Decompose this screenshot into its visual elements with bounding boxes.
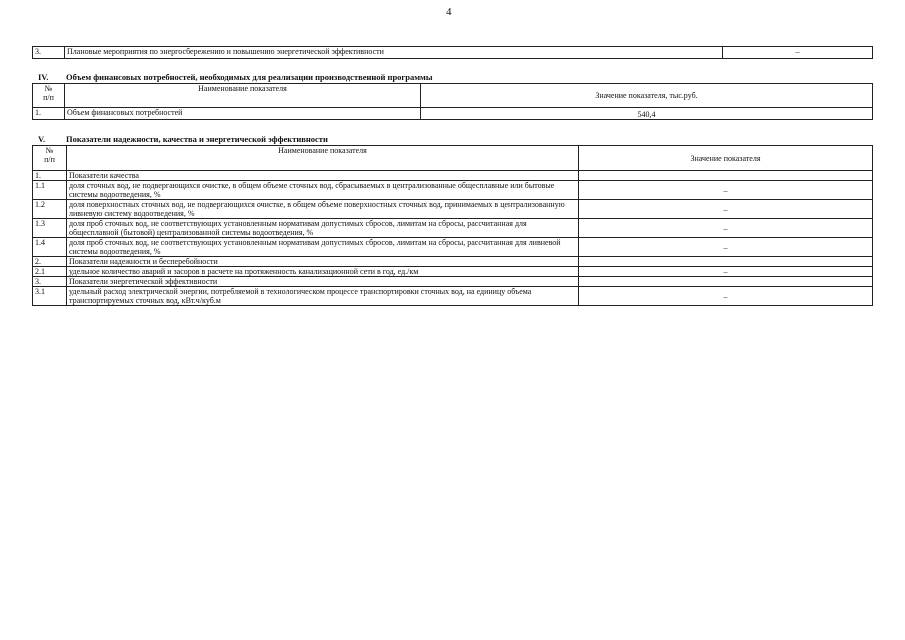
- header-num: № п/п: [33, 146, 67, 171]
- row-name: удельное количество аварий и засоров в расчете на протяженность канализационной сети в год, ед./км: [67, 267, 579, 277]
- row-name: Показатели качества: [67, 171, 579, 181]
- table-row: [33, 200, 873, 219]
- header-num: № п/п: [33, 84, 65, 108]
- section-4-heading: [38, 72, 558, 82]
- row-value: –: [579, 181, 873, 200]
- table-row: [33, 171, 873, 181]
- row-number: 3.: [33, 47, 65, 59]
- financial-needs-table: [32, 83, 873, 120]
- header-value: Значение показателя, тыс.руб.: [421, 84, 873, 108]
- table-header-row: [33, 146, 873, 171]
- table-row: [33, 181, 873, 200]
- row-value: –: [579, 287, 873, 306]
- table-row: [33, 219, 873, 238]
- row-number: 1.: [33, 171, 67, 181]
- row-value: [579, 257, 873, 267]
- row-number: 3.: [33, 277, 67, 287]
- row-value: –: [579, 219, 873, 238]
- row-number: 2.1: [33, 267, 67, 277]
- section-number: V.: [38, 134, 46, 144]
- row-number: 2.: [33, 257, 67, 267]
- table-row: [33, 257, 873, 267]
- row-name: доля сточных вод, не подвергающихся очистке, в общем объеме сточных вод, сбрасываемых в централизованные общесплавные или бытовые системы водоотведения, %: [67, 181, 579, 200]
- row-number: 3.1: [33, 287, 67, 306]
- row-name: Плановые мероприятия по энергосбережению и повышению энергетической эффективности: [65, 47, 723, 59]
- row-value: –: [579, 200, 873, 219]
- row-value: [579, 277, 873, 287]
- table-row: [33, 47, 873, 59]
- row-name: Показатели надежности и бесперебойности: [67, 257, 579, 267]
- row-value: –: [723, 47, 873, 59]
- section-title: Объем финансовых потребностей, необходимых для реализации производственной программы: [66, 72, 433, 82]
- table-row: [33, 267, 873, 277]
- header-name: Наименование показателя: [67, 146, 579, 171]
- row-name: доля поверхностных сточных вод, не подвергающихся очистке, в общем объеме поверхностных сточных вод, принимаемых в централизованную ливневую систему водоотведения, %: [67, 200, 579, 219]
- row-value: 540,4: [421, 108, 873, 120]
- row-number: 1.3: [33, 219, 67, 238]
- row-name: удельный расход электрической энергии, потребляемой в технологическом процессе транспортировки сточных вод, на единицу объема транспортируемых сточных вод, кВт.ч/куб.м: [67, 287, 579, 306]
- row-name: Объем финансовых потребностей: [65, 108, 421, 120]
- table-row: [33, 238, 873, 257]
- row-number: 1.1: [33, 181, 67, 200]
- row-value: –: [579, 267, 873, 277]
- row-number: 1.4: [33, 238, 67, 257]
- row-value: –: [579, 238, 873, 257]
- page-number: 4: [446, 6, 452, 18]
- row-number: 1.2: [33, 200, 67, 219]
- row-value: [579, 171, 873, 181]
- section-number: IV.: [38, 72, 49, 82]
- energy-saving-table: [32, 46, 873, 59]
- table-header-row: [33, 84, 873, 108]
- reliability-indicators-table: [32, 145, 873, 306]
- header-value: Значение показателя: [579, 146, 873, 171]
- section-title: Показатели надежности, качества и энергетической эффективности: [66, 134, 328, 144]
- section-5-heading: [38, 134, 558, 144]
- row-name: доля проб сточных вод, не соответствующих установленным нормативам допустимых сбросов, лимитам на сбросы, рассчитанная для ливневой системы водоотведения, %: [67, 238, 579, 257]
- table-row: [33, 287, 873, 306]
- row-name: доля проб сточных вод, не соответствующих установленным нормативам допустимых сбросов, лимитам на сбросы, рассчитанная для общесплавной (бытовой) централизованной системы водоотведения, %: [67, 219, 579, 238]
- table-row: [33, 108, 873, 120]
- header-name: Наименование показателя: [65, 84, 421, 108]
- table-row: [33, 277, 873, 287]
- row-number: 1.: [33, 108, 65, 120]
- row-name: Показатели энергетической эффективности: [67, 277, 579, 287]
